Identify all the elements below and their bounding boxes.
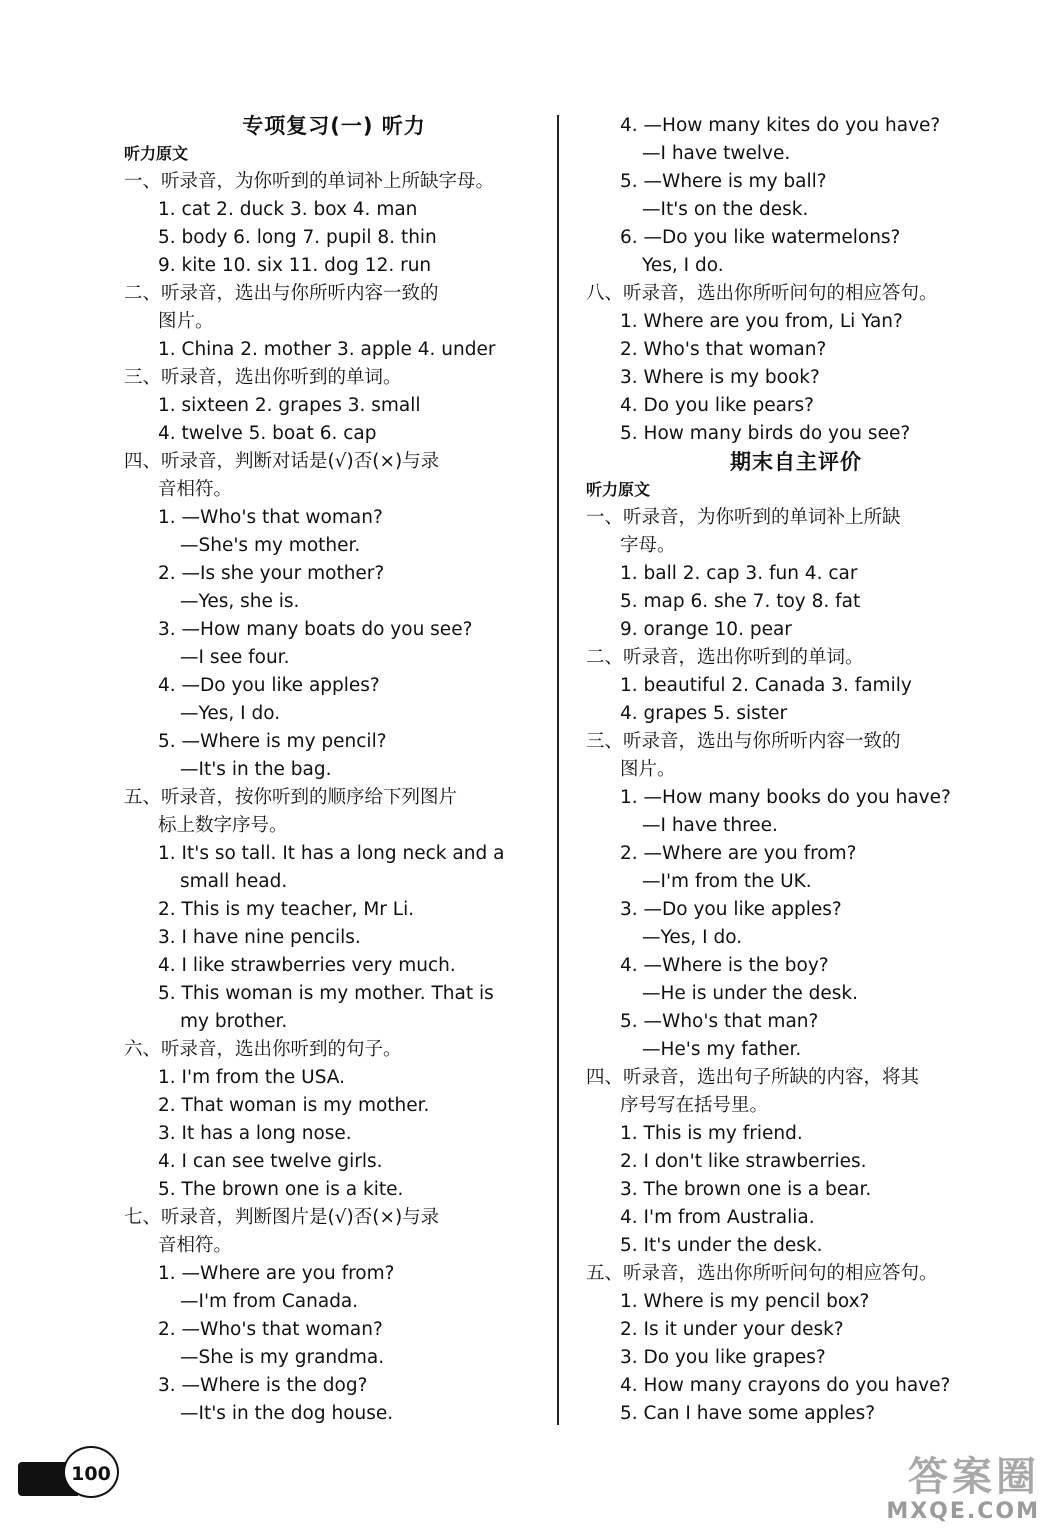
answer-line: —I'm from Canada. <box>180 1291 359 1312</box>
right-column <box>586 112 1006 1428</box>
column-divider <box>557 115 559 1425</box>
list-item: 5. This woman is my mother. That is <box>158 983 494 1004</box>
list-item: 1. I'm from the USA. <box>158 1067 345 1088</box>
question-heading: 三、听录音，选出你听到的单词。 <box>124 367 402 388</box>
list-item: 2. Who's that woman? <box>620 339 827 360</box>
question-heading: 五、听录音，按你听到的顺序给下列图片 <box>124 787 458 808</box>
answer-line: Yes, I do. <box>642 255 724 276</box>
question-heading: 二、听录音，选出你听到的单词。 <box>586 647 864 668</box>
answer-line: small head. <box>180 871 288 892</box>
question-heading-continued: 音相符。 <box>158 479 233 500</box>
question-heading-continued: 标上数字序号。 <box>158 815 288 836</box>
list-item: 2. —Who's that woman? <box>158 1319 383 1340</box>
list-item: 1. —How many books do you have? <box>620 787 951 808</box>
answer-line: —Yes, I do. <box>642 927 743 948</box>
list-item: 5. The brown one is a kite. <box>158 1179 404 1200</box>
list-item: 1. cat 2. duck 3. box 4. man <box>158 199 418 220</box>
answer-line: —Yes, she is. <box>180 591 300 612</box>
list-item: 4. —Do you like apples? <box>158 675 380 696</box>
list-item: 3. It has a long nose. <box>158 1123 352 1144</box>
list-item: 2. Is it under your desk? <box>620 1319 844 1340</box>
answer-line: —Yes, I do. <box>180 703 281 724</box>
list-item: 4. grapes 5. sister <box>620 703 788 724</box>
answer-line: —I have three. <box>642 815 778 836</box>
list-item: 4. How many crayons do you have? <box>620 1375 951 1396</box>
list-item: 9. orange 10. pear <box>620 619 792 640</box>
question-heading-continued: 序号写在括号里。 <box>620 1095 769 1116</box>
list-item: 5. How many birds do you see? <box>620 423 911 444</box>
answer-line: —I have twelve. <box>642 143 791 164</box>
list-item: 2. —Where are you from? <box>620 843 857 864</box>
list-item: 1. China 2. mother 3. apple 4. under <box>158 339 496 360</box>
list-item: 3. —Where is the dog? <box>158 1375 368 1396</box>
answer-line: —She's my mother. <box>180 535 361 556</box>
list-item: 4. —Where is the boy? <box>620 955 829 976</box>
list-item: 1. —Who's that woman? <box>158 507 383 528</box>
list-item: 3. I have nine pencils. <box>158 927 361 948</box>
list-item: 2. —Is she your mother? <box>158 563 385 584</box>
answer-line: —I see four. <box>180 647 290 668</box>
list-item: 4. —How many kites do you have? <box>620 115 941 136</box>
question-heading: 二、听录音，选出与你所听内容一致的 <box>124 283 439 304</box>
list-item: 2. I don't like strawberries. <box>620 1151 867 1172</box>
question-heading-continued: 音相符。 <box>158 1235 233 1256</box>
question-heading: 四、听录音，选出句子所缺的内容，将其 <box>586 1067 920 1088</box>
list-item: 5. —Who's that man? <box>620 1011 819 1032</box>
list-item: 1. sixteen 2. grapes 3. small <box>158 395 421 416</box>
list-item: 1. This is my friend. <box>620 1123 803 1144</box>
question-heading: 七、听录音，判断图片是(√)否(×)与录 <box>124 1207 440 1228</box>
section-title: 专项复习(一) 听力 <box>242 114 426 138</box>
list-item: 3. Where is my book? <box>620 367 820 388</box>
list-item: 5. —Where is my ball? <box>620 171 827 192</box>
watermark-url: MXQE.COM <box>886 1499 1040 1524</box>
list-item: 4. Do you like pears? <box>620 395 814 416</box>
list-item: 4. I like strawberries very much. <box>158 955 456 976</box>
list-item: 2. This is my teacher, Mr Li. <box>158 899 415 920</box>
list-item: 5. It's under the desk. <box>620 1235 823 1256</box>
answer-line: —He is under the desk. <box>642 983 858 1004</box>
list-item: 1. beautiful 2. Canada 3. family <box>620 675 912 696</box>
question-heading: 三、听录音，选出与你所听内容一致的 <box>586 731 901 752</box>
list-item: 5. body 6. long 7. pupil 8. thin <box>158 227 437 248</box>
subheading: 听力原文 <box>586 480 651 499</box>
question-heading: 六、听录音，选出你听到的句子。 <box>124 1039 402 1060</box>
list-item: 1. Where are you from, Li Yan? <box>620 311 903 332</box>
subheading: 听力原文 <box>124 144 189 163</box>
question-heading-continued: 图片。 <box>158 311 214 332</box>
list-item: 4. twelve 5. boat 6. cap <box>158 423 377 444</box>
answer-line: —She is my grandma. <box>180 1347 385 1368</box>
watermark <box>880 1444 1040 1524</box>
question-heading: 五、听录音，选出你所听问句的相应答句。 <box>586 1263 938 1284</box>
list-item: 1. —Where are you from? <box>158 1263 395 1284</box>
page-number: 100 <box>63 1446 119 1498</box>
list-item: 3. —Do you like apples? <box>620 899 842 920</box>
question-heading: 一、听录音，为你听到的单词补上所缺 <box>586 507 901 528</box>
list-item: 4. I can see twelve girls. <box>158 1151 383 1172</box>
question-heading: 八、听录音，选出你所听问句的相应答句。 <box>586 283 938 304</box>
list-item: 3. The brown one is a bear. <box>620 1179 872 1200</box>
question-heading: 一、听录音，为你听到的单词补上所缺字母。 <box>124 171 495 192</box>
list-item: 1. Where is my pencil box? <box>620 1291 870 1312</box>
answer-line: —It's on the desk. <box>642 199 809 220</box>
question-heading-continued: 图片。 <box>620 759 676 780</box>
left-column <box>124 112 544 1428</box>
watermark-seal: 答案圈 <box>908 1454 1040 1500</box>
section-title: 期末自主评价 <box>730 450 862 474</box>
answer-line: —It's in the dog house. <box>180 1403 394 1424</box>
list-item: 2. That woman is my mother. <box>158 1095 430 1116</box>
list-item: 9. kite 10. six 11. dog 12. run <box>158 255 432 276</box>
question-heading: 四、听录音，判断对话是(√)否(×)与录 <box>124 451 440 472</box>
question-heading-continued: 字母。 <box>620 535 676 556</box>
list-item: 5. map 6. she 7. toy 8. fat <box>620 591 861 612</box>
list-item: 3. —How many boats do you see? <box>158 619 473 640</box>
list-item: 5. Can I have some apples? <box>620 1403 876 1424</box>
list-item: 1. ball 2. cap 3. fun 4. car <box>620 563 858 584</box>
list-item: 4. I'm from Australia. <box>620 1207 815 1228</box>
list-item: 6. —Do you like watermelons? <box>620 227 901 248</box>
answer-line: —It's in the bag. <box>180 759 332 780</box>
list-item: 1. It's so tall. It has a long neck and a <box>158 843 505 864</box>
list-item: 3. Do you like grapes? <box>620 1347 826 1368</box>
answer-line: —He's my father. <box>642 1039 802 1060</box>
answer-line: my brother. <box>180 1011 288 1032</box>
list-item: 5. —Where is my pencil? <box>158 731 387 752</box>
answer-line: —I'm from the UK. <box>642 871 812 892</box>
